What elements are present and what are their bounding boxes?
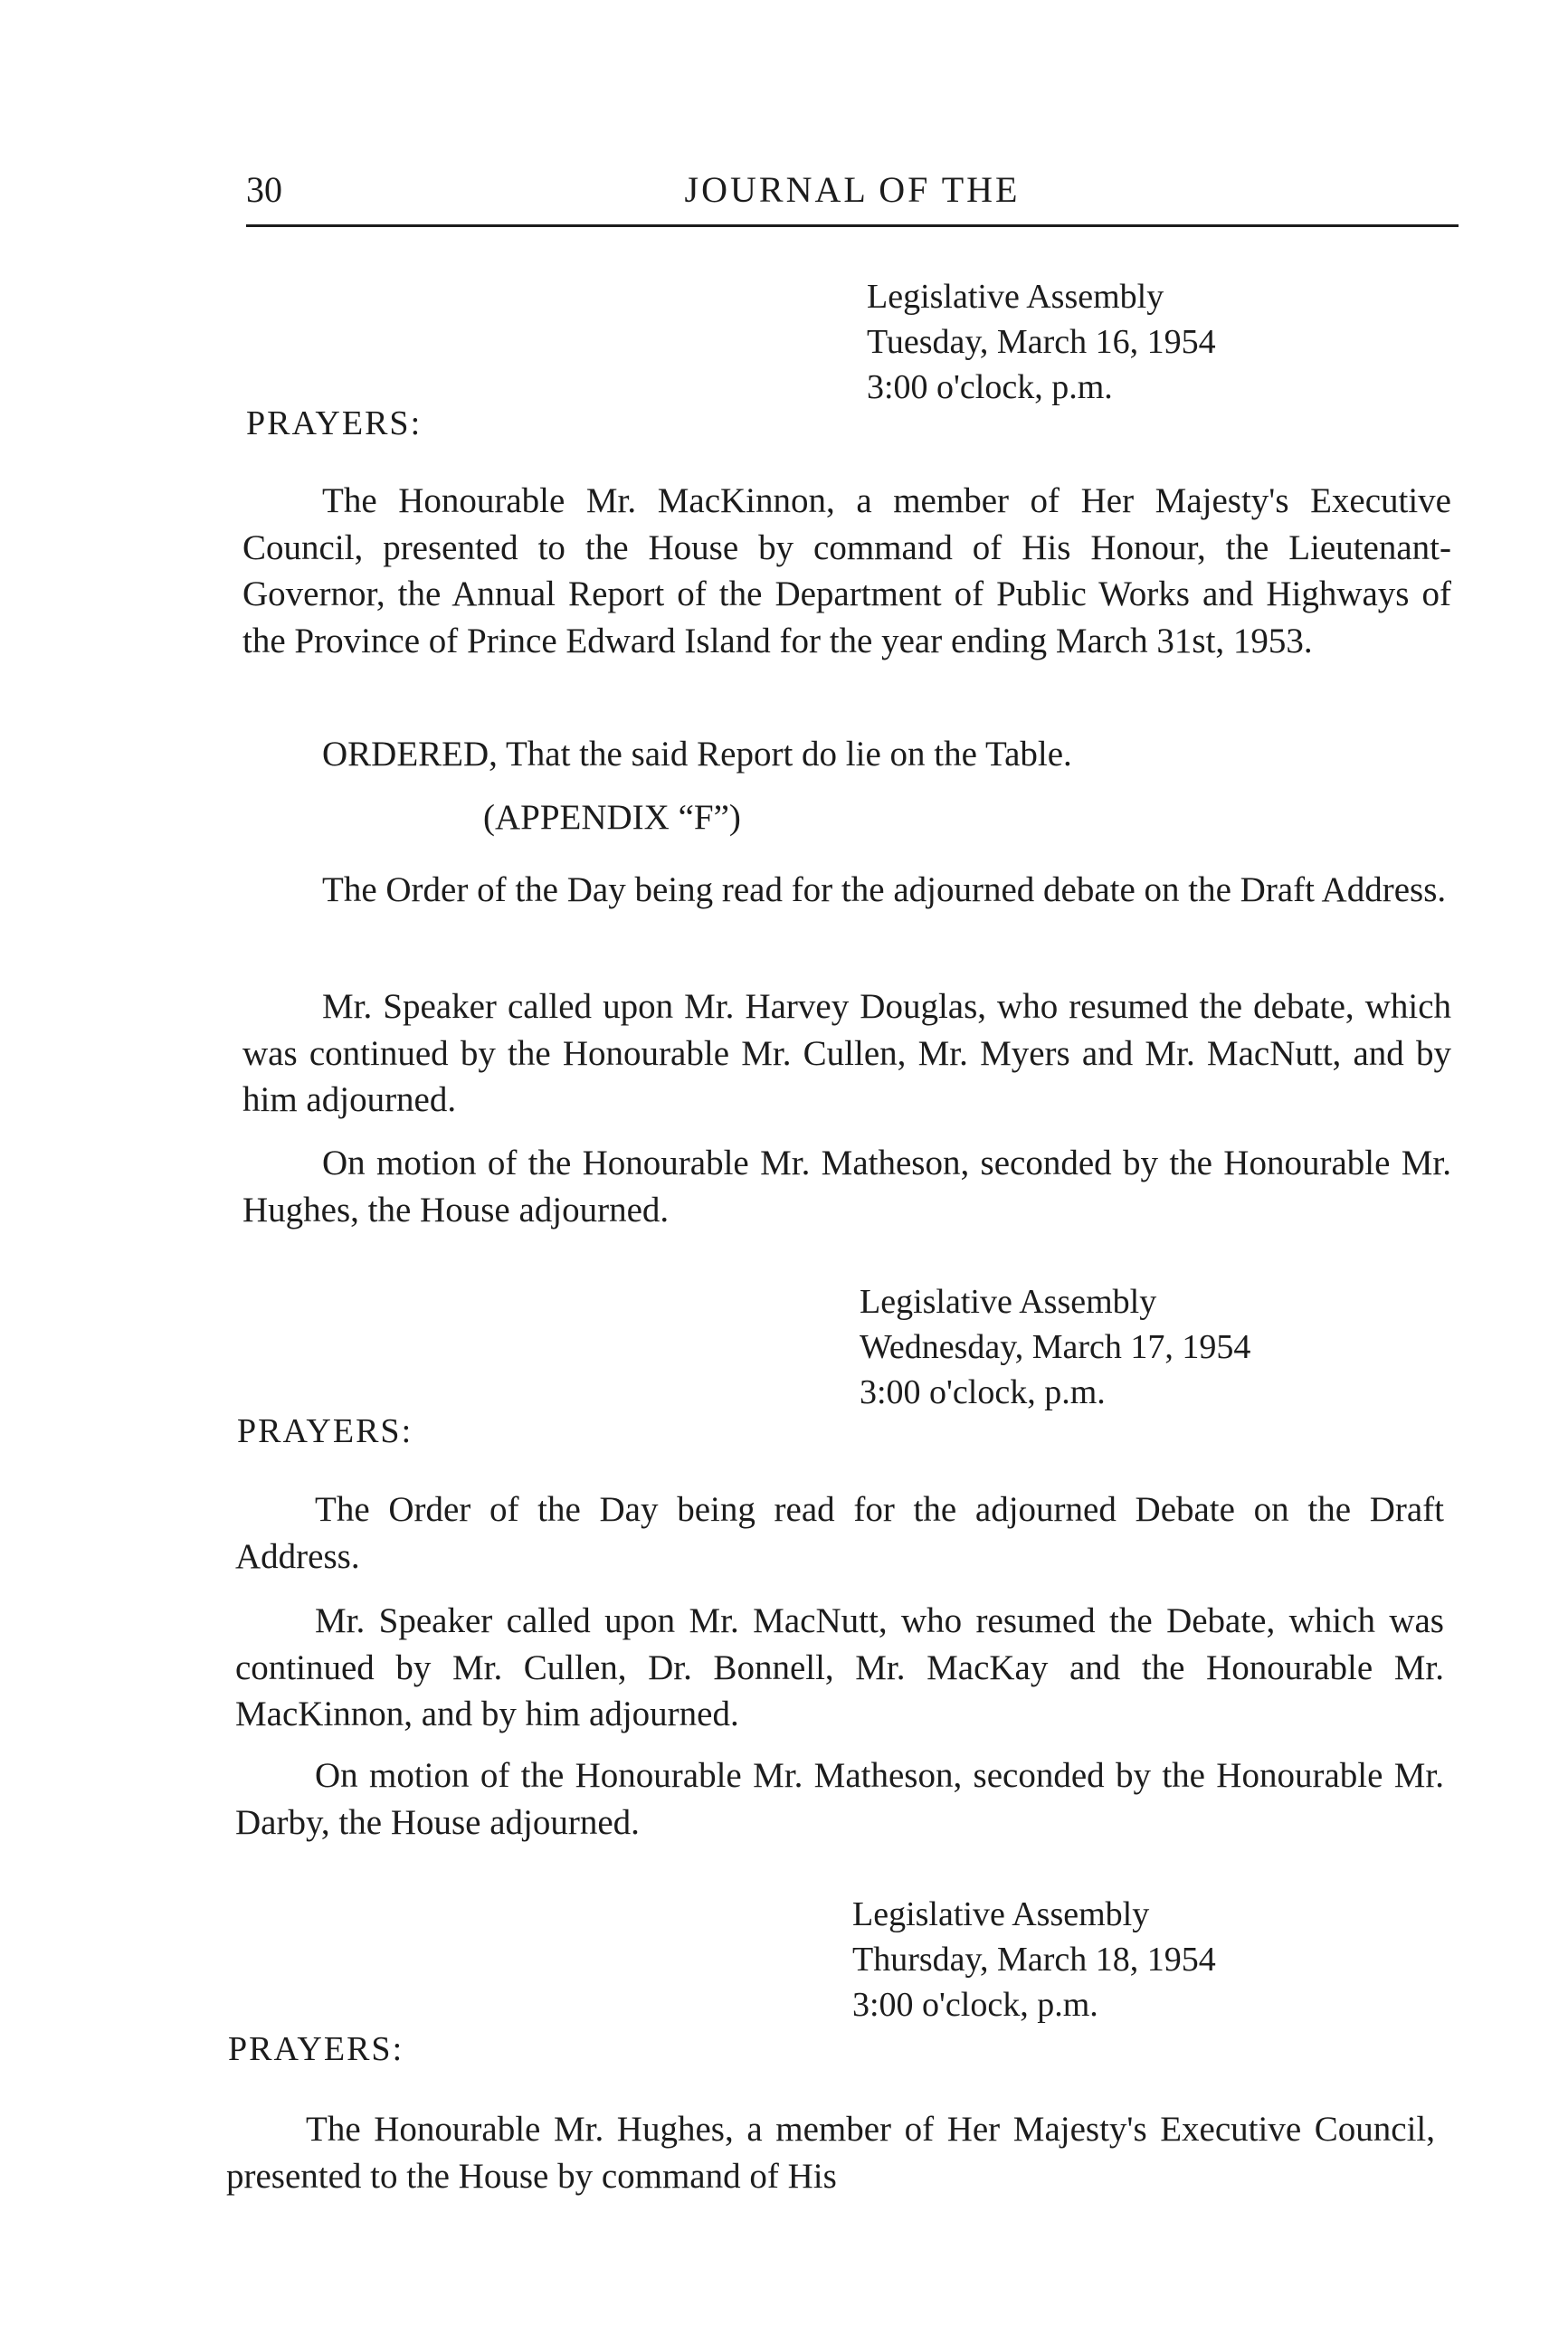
paragraph: On motion of the Honourable Mr. Matheson, seconded by the Honourable Mr. Darby, the House adjourned. bbox=[235, 1756, 1444, 1842]
prayers-label: PRAYERS: bbox=[237, 1412, 413, 1450]
paragraph: On motion of the Honourable Mr. Matheson, seconded by the Honourable Mr. Hughes, the House adjourned. bbox=[242, 1144, 1451, 1229]
sitting-heading bbox=[852, 1892, 1216, 2027]
sitting-time: 3:00 o'clock, p.m. bbox=[852, 1986, 1098, 2024]
page-header bbox=[246, 168, 1459, 224]
sitting-heading bbox=[860, 1279, 1250, 1415]
page-number: 30 bbox=[246, 169, 282, 210]
appendix-note: (APPENDIX “F”) bbox=[483, 798, 741, 837]
running-title: JOURNAL OF THE bbox=[684, 169, 1021, 210]
assembly-label: Legislative Assembly bbox=[860, 1283, 1157, 1321]
paragraph: ORDERED, That the said Report do lie on the Table. bbox=[322, 735, 1072, 774]
paragraph: The Order of the Day being read for the adjourned debate on the Draft Address. bbox=[322, 870, 1447, 909]
paragraph: Mr. Speaker called upon Mr. MacNutt, who resumed the Debate, which was continued by Mr. Cullen, Dr. Bonnell, Mr. MacKay and the Honourable Mr. MacKinnon, and by him adjourned. bbox=[235, 1601, 1444, 1733]
header-rule bbox=[246, 224, 1459, 227]
prayers-label: PRAYERS: bbox=[246, 404, 423, 442]
sitting-date: Thursday, March 18, 1954 bbox=[852, 1941, 1216, 1979]
paragraph: The Honourable Mr. Hughes, a member of Her Majesty's Executive Council, presented to the House by command of His bbox=[226, 2110, 1435, 2196]
sitting-date: Tuesday, March 16, 1954 bbox=[867, 323, 1216, 361]
paragraph: The Honourable Mr. MacKinnon, a member of Her Majesty's Executive Council, presented to the House by command of His Honour, the Lieutenant-Governor, the Annual Report of the Department of Public Works and Highways of the Province of Prince Edward Island for the year ending March 31st, 1953. bbox=[242, 481, 1451, 660]
sitting-heading bbox=[867, 274, 1216, 410]
assembly-label: Legislative Assembly bbox=[852, 1895, 1150, 1933]
sitting-time: 3:00 o'clock, p.m. bbox=[867, 368, 1113, 406]
sitting-time: 3:00 o'clock, p.m. bbox=[860, 1373, 1106, 1411]
assembly-label: Legislative Assembly bbox=[867, 278, 1164, 316]
prayers-label: PRAYERS: bbox=[228, 2030, 404, 2068]
paragraph: The Order of the Day being read for the adjourned Debate on the Draft Address. bbox=[235, 1490, 1444, 1576]
paragraph: Mr. Speaker called upon Mr. Harvey Douglas, who resumed the debate, which was continued by the Honourable Mr. Cullen, Mr. Myers and Mr. MacNutt, and by him adjourned. bbox=[242, 987, 1451, 1119]
sitting-date: Wednesday, March 17, 1954 bbox=[860, 1328, 1251, 1366]
